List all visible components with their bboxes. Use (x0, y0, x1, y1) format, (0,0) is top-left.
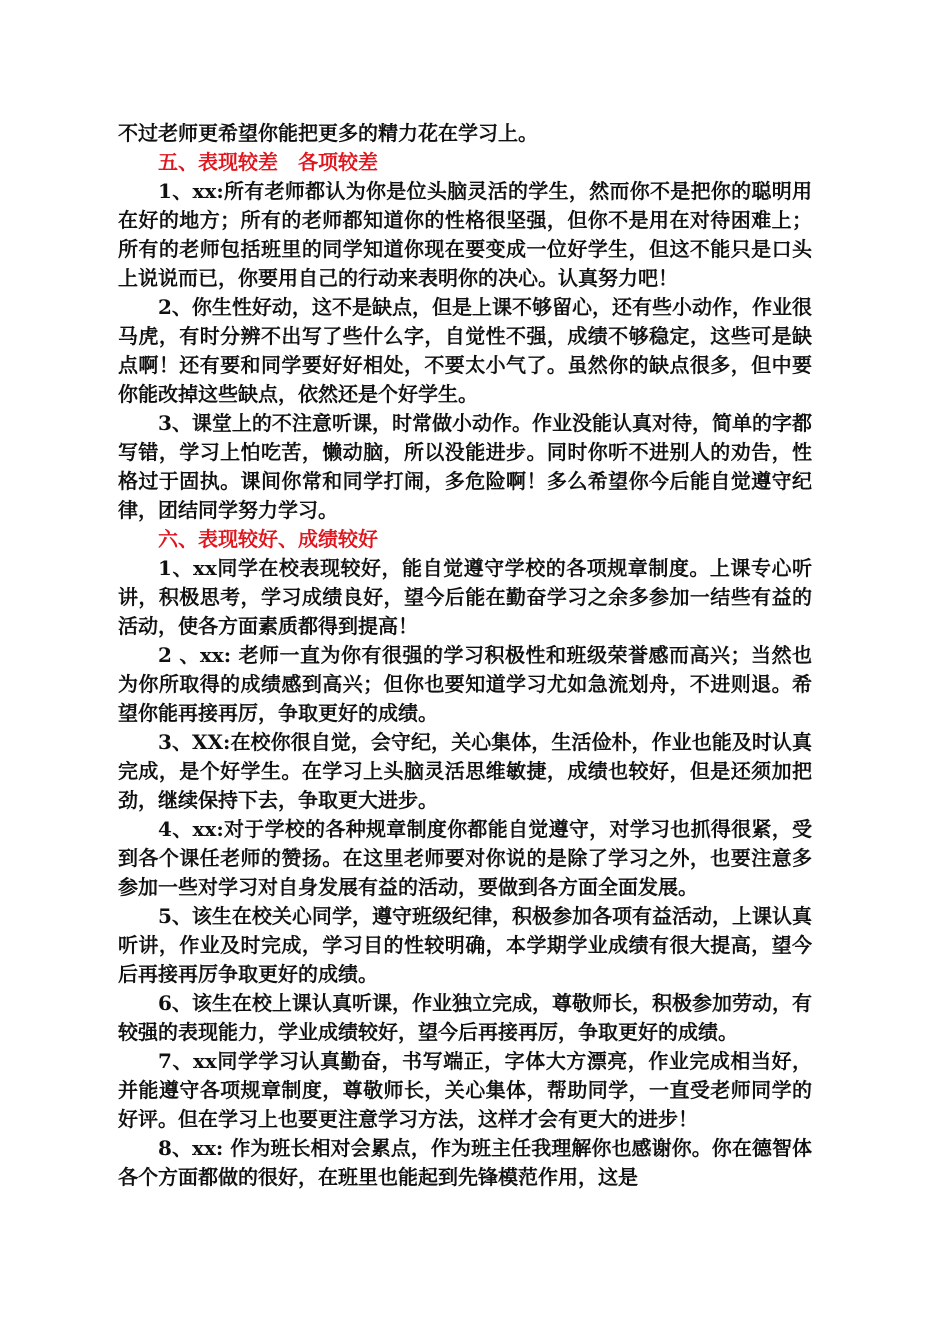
comment-paragraph: 6、该生在校上课认真听课，作业独立完成，尊敬师长，积极参加劳动，有较强的表现能力，学业成绩较好，望今后再接再厉，争取更好的成绩。 (118, 991, 812, 1044)
comment-paragraph: 3、XX:在校你很自觉，会守纪，关心集体，生活俭朴，作业也能及时认真完成，是个好学生。在学习上头脑灵活思维敏捷，成绩也较好，但是还须加把劲，继续保持下去，争取更大进步。 (118, 730, 812, 812)
comment-paragraph: 2、你生性好动，这不是缺点，但是上课不够留心，还有些小动作，作业很马虎，有时分辨不出写了些什么字，自觉性不强，成绩不够稳定，这些可是缺点啊！还有要和同学要好好相处，不要太小气了。虽然你的缺点很多，但中要你能改掉这些缺点，依然还是个好学生。 (118, 295, 812, 406)
comment-paragraph: 4、xx:对于学校的各种规章制度你都能自觉遵守，对学习也抓得很紧，受到各个课任老师的赞扬。在这里老师要对你说的是除了学习之外，也要注意多参加一些对学习对自身发展有益的活动，要做到各方面全面发展。 (118, 817, 812, 899)
section-heading-6: 六、表现较好、成绩较好 (158, 527, 378, 551)
opening-line: 不过老师更希望你能把更多的精力花在学习上。 (118, 121, 538, 145)
comment-paragraph: 1、xx:所有老师都认为你是位头脑灵活的学生，然而你不是把你的聪明用在好的地方；所有的老师都知道你的性格很坚强，但你不是用在对待困难上；所有的老师包括班里的同学知道你现在要变成一位好学生，但这不能只是口头上说说而已，你要用自己的行动来表明你的决心。认真努力吧！ (118, 179, 812, 290)
comment-paragraph: 3、课堂上的不注意听课，时常做小动作。作业没能认真对待，简单的字都写错，学习上怕吃苦，懒动脑，所以没能进步。同时你听不进别人的劝告，性格过于固执。课间你常和同学打闹，多危险啊！多么希望你今后能自觉遵守纪律，团结同学努力学习。 (118, 411, 812, 522)
comment-paragraph: 8、xx: 作为班长相对会累点，作为班主任我理解你也感谢你。你在德智体各个方面都做的很好，在班里也能起到先锋模范作用，这是 (118, 1136, 812, 1189)
comment-paragraph: 1、xx同学在校表现较好，能自觉遵守学校的各项规章制度。上课专心听讲，积极思考，学习成绩良好，望今后能在勤奋学习之余多参加一结些有益的活动，使各方面素质都得到提高！ (118, 556, 812, 638)
section-heading-5: 五、表现较差 各项较差 (158, 150, 378, 174)
document-body (118, 119, 812, 1192)
comment-paragraph: 2 、xx: 老师一直为你有很强的学习积极性和班级荣誉感而高兴；当然也为你所取得的成绩感到高兴；但你也要知道学习尤如急流划舟，不进则退。希望你能再接再厉，争取更好的成绩。 (118, 643, 812, 725)
comment-paragraph: 7、xx同学学习认真勤奋，书写端正，字体大方漂亮，作业完成相当好，并能遵守各项规章制度，尊敬师长，关心集体，帮助同学，一直受老师同学的好评。但在学习上也要更注意学习方法，这样才会有更大的进步！ (118, 1049, 812, 1131)
comment-paragraph: 5、该生在校关心同学，遵守班级纪律，积极参加各项有益活动，上课认真听讲，作业及时完成，学习目的性较明确，本学期学业成绩有很大提高，望今后再接再厉争取更好的成绩。 (118, 904, 812, 986)
